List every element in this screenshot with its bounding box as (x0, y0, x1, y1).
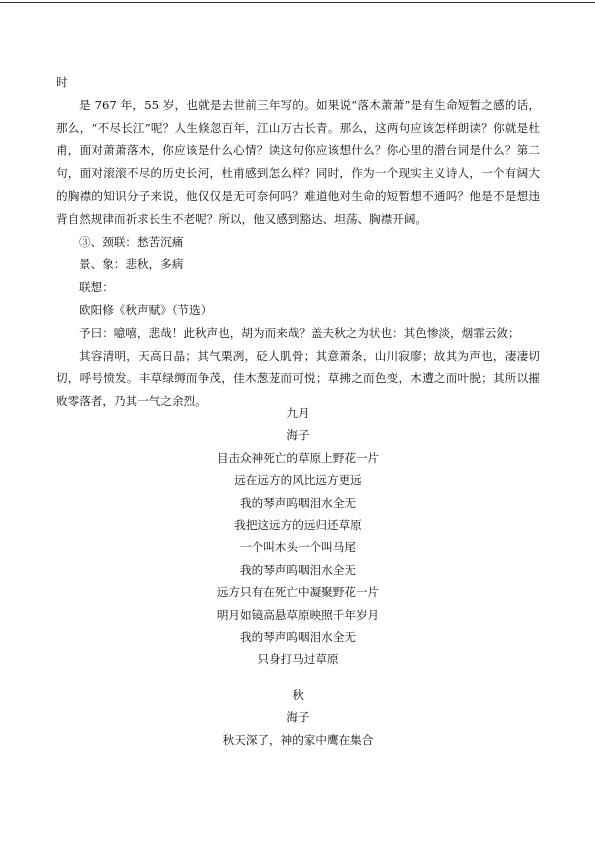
poem-line: 秋天深了，神的家中鹰在集合 (222, 732, 374, 747)
header-rule (0, 2, 595, 3)
poem-line: 只身打马过草原 (257, 652, 339, 667)
poem-autumn (56, 684, 540, 751)
poem-author: 海子 (286, 428, 310, 443)
association-label: 联想： (79, 280, 114, 295)
section-heading-jinglian: ③、颈联：愁苦沉痛 (79, 234, 184, 249)
poem-line: 远在远方的风比远方更远 (234, 473, 362, 488)
poem-title: 秋 (292, 688, 304, 702)
poem-title: 九月 (286, 406, 310, 420)
prose-excerpt-paragraph: 其容清明，天高日晶；其气栗冽，砭人肌骨；其意萧条，山川寂廖；故其为声也，凄凄切切，呼号愤发。丰草绿缛而争茂，佳木葱茏而可悦；草拂之而色变，木遭之而叶脱；其所以摧败零落者，乃其一气之余烈。 (56, 348, 540, 409)
poem-line: 我的琴声呜咽泪水全无 (240, 562, 356, 577)
poem-line: 明月如镜高悬草原映照千年岁月 (216, 607, 380, 622)
poem-line: 目击众神死亡的草原上野花一片 (216, 450, 380, 465)
poem-author: 海子 (286, 710, 310, 725)
text-line-fragment: 时 (56, 75, 68, 89)
scene-imagery-line: 景、象：悲秋，多病 (79, 257, 184, 272)
poem-line: 远方只有在死亡中凝聚野花一片 (216, 585, 380, 600)
reference-title: 欧阳修《秋声赋》（节选） (79, 302, 213, 317)
analysis-paragraph: 是 767 年，55 岁，也就是去世前三年写的。如果说“落木萧萧”是有生命短暂之感的话，那么，“不尽长江”呢？人生倏忽百年，江山万古长青。那么，这两句应该怎样朗读？你就是杜甫，面对萧萧落木，你应该是什么心情？读这句你应该想什么？你心里的潜台词是什么？第二句，面对滚滚不尽的历史长河，杜甫感到怎么样？同时，作为一个现实主义诗人，一个有阔大的胸襟的知识分子来说，他仅仅是无可奈何吗？难道他对生命的短暂想不通吗？他是不是想违背自然规律而祈求长生不老呢？所以，他又感到豁达、坦荡、胸襟开阔。 (56, 97, 540, 226)
poem-line: 我的琴声呜咽泪水全无 (240, 630, 356, 645)
poem-line: 我的琴声呜咽泪水全无 (240, 495, 356, 510)
prose-excerpt-line: 予曰：噫嘻，悲哉！此秋声也，胡为而来哉？盖夫秋之为状也：其色惨淡，烟霏云敛； (79, 325, 520, 340)
poem-line: 一个叫木头一个叫马尾 (240, 540, 356, 555)
poem-line: 我把这远方的远归还草原 (234, 518, 362, 533)
document-body (56, 71, 540, 413)
poem-september (56, 402, 540, 671)
